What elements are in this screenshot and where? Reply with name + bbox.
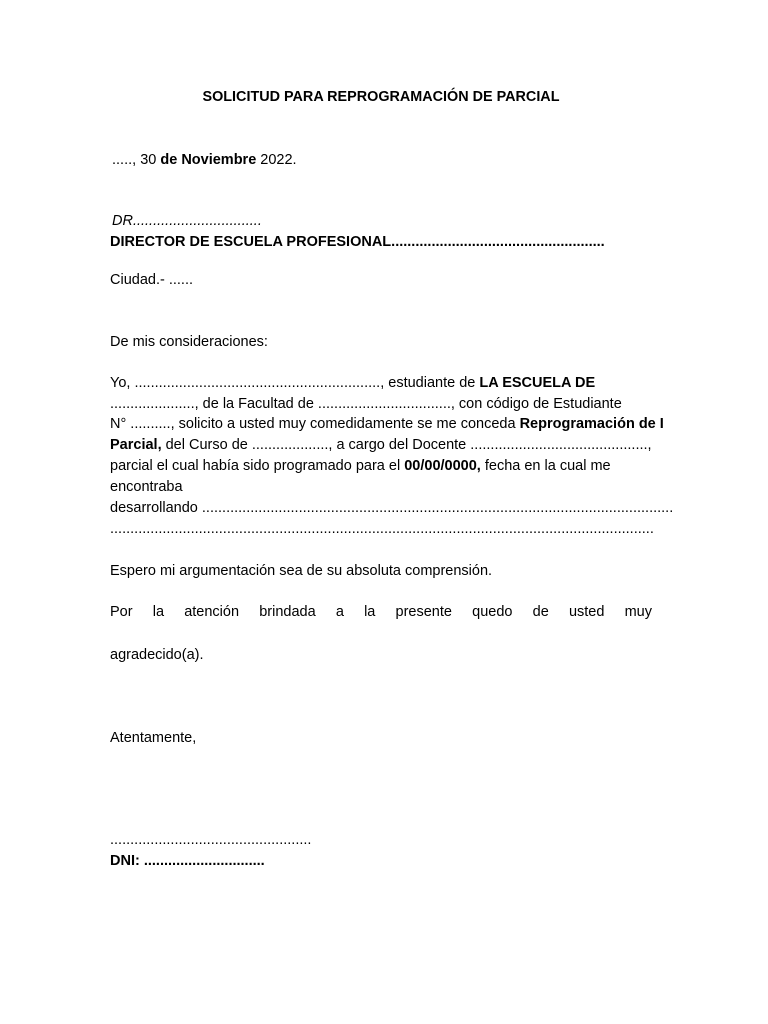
body-line-1 [110, 374, 595, 392]
parcial-label: Parcial, [110, 437, 162, 453]
date-year: 2022. [256, 152, 297, 168]
recipient-dr: DR................................ [112, 213, 262, 229]
body-line-4b: del Curso de ..................., a cargo del Docente ............................................, [161, 437, 652, 453]
dni-label: DNI: [110, 853, 140, 869]
body-line-6: encontraba [110, 479, 183, 495]
body-line-3a: N° .........., solicito a usted muy comedidamente se me conceda [110, 416, 520, 432]
body-line-3 [110, 415, 664, 433]
hope-line: Espero mi argumentación sea de su absoluta comprensión. [110, 563, 493, 579]
body-line-4 [110, 436, 652, 454]
city-line: Ciudad.- ...... [110, 272, 194, 288]
date-de: de [160, 152, 178, 168]
body-line-8: ....................................................................................................................................... [110, 521, 654, 537]
document-title: SOLICITUD PARA REPROGRAMACIÓN DE PARCIAL [202, 89, 560, 105]
dni-value: .............................. [139, 853, 265, 869]
date-month: Noviembre [181, 152, 257, 168]
date-line [112, 151, 297, 169]
body-line-5c: fecha en la cual me [480, 458, 611, 474]
body-line-2: ....................., de la Facultad de ................................., con código de Estudiante [110, 396, 622, 412]
body-line-7: desarrollando ..................................................................................................................... [110, 500, 674, 516]
exam-date: 00/00/0000, [404, 458, 481, 474]
reprogramming-label: Reprogramación de I [519, 416, 664, 432]
date-prefix: ....., 30 [112, 152, 161, 168]
body-line-1a: Yo, ............................................................., estudiante de [110, 375, 480, 391]
school-label: LA ESCUELA DE [479, 375, 596, 391]
dni-line [110, 852, 265, 870]
signature-line: .................................................. [110, 832, 312, 848]
body-line-5a: parcial el cual había sido programado para el [110, 458, 405, 474]
body-line-5 [110, 457, 611, 475]
salutation: De mis consideraciones: [110, 334, 268, 350]
closing: Atentamente, [110, 730, 197, 746]
recipient-director: DIRECTOR DE ESCUELA PROFESIONAL..................................................... [110, 234, 605, 250]
thanks-line-2: agradecido(a). [110, 647, 204, 663]
thanks-line-1: Por la atención brindada a la presente quedo de usted muy [110, 604, 652, 620]
